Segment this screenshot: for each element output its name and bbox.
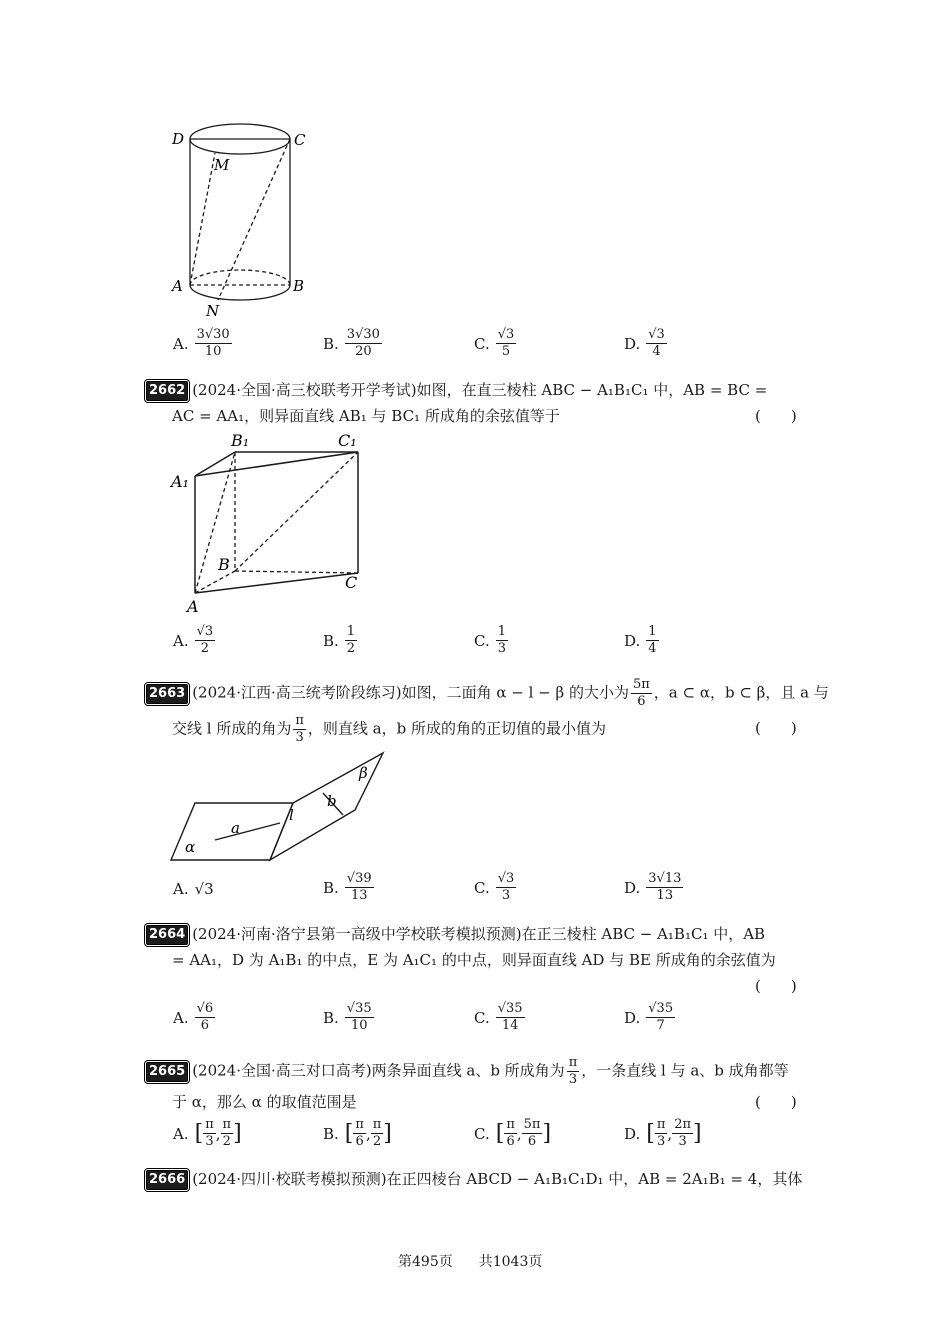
label-C: C: [294, 131, 306, 149]
q2663-option-d: D. $\frac{3√13}{13}$: [624, 871, 682, 903]
q2663-option-b: B. $\frac{√39}{13}$: [323, 871, 372, 903]
q2664-option-a: A. $\frac{√6}{6}$: [173, 1001, 214, 1033]
q2664-option-b: B. $\frac{√35}{10}$: [323, 1001, 372, 1033]
page-total: 共1043页: [478, 1254, 543, 1270]
q2665-answer-paren: ( ): [755, 1093, 797, 1111]
cylinder-figure: [160, 118, 320, 323]
prism-figure: [165, 428, 375, 618]
question-number: 2662: [146, 381, 188, 401]
label-alpha: α: [185, 838, 196, 856]
label-D: D: [172, 130, 185, 148]
q2663-option-c: C. $\frac{√3}{3}$: [474, 871, 515, 903]
q2663-line2: 交线 l 所成的角为 $\frac{\pi}{3}$ ，则直线 a，b 所成的角的正切值的最小值为: [172, 713, 606, 745]
q2663-option-a: A. √3: [173, 880, 214, 898]
label-a: a: [231, 819, 240, 837]
question-number: 2664: [146, 925, 188, 945]
label-C1: C₁: [338, 431, 357, 450]
q2664-answer-paren: ( ): [755, 977, 797, 995]
q2661-option-d: D. $\frac{√3}{4}$: [624, 327, 665, 359]
q2662-option-d: D. $\frac{1}{4}$: [624, 624, 657, 656]
question-number: 2665: [146, 1062, 188, 1082]
label-N: N: [206, 302, 220, 320]
label-B1: B₁: [231, 431, 250, 450]
page-footer: [398, 1253, 542, 1271]
question-number: 2663: [146, 684, 188, 704]
q2665-line1: 2665 (2024·全国·高三对口高考)两条异面直线 a、b 所成角为 $\frac{\pi}{3}$ ，一条直线 l 与 a、b 成角都等: [146, 1056, 789, 1087]
q2664-line1: 2664 (2024·河南·洛宁县第一高级中学校联考模拟预测)在正三棱柱 ABC − A₁B₁C₁ 中，AB: [146, 924, 765, 945]
question-number: 2666: [146, 1170, 188, 1190]
q2663-line1: 2663 (2024·江西·高三统考阶段练习)如图，二面角 α − l − β 的大小为 $\frac{5\pi}{6}$ ，a ⊂ α，b ⊂ β，且 a 与: [146, 678, 829, 704]
q2661-option-b: B. $\frac{3√30}{20}$: [323, 327, 380, 359]
label-A: A: [187, 597, 199, 616]
q2666-line1: 2666 (2024·四川·校联考模拟预测)在正四棱台 ABCD − A₁B₁C₁D₁ 中，AB = 2A₁B₁ = 4，其体: [146, 1169, 802, 1190]
label-b: b: [327, 792, 337, 810]
q2664-option-c: C. $\frac{√35}{14}$: [474, 1001, 523, 1033]
page-number: 第495页: [398, 1254, 453, 1270]
q2665-option-a: A. [ $\frac{\pi}{3}$ , $\frac{\pi}{2}$ ]: [173, 1117, 242, 1149]
q2662-line2: AC = AA₁，则异面直线 AB₁ 与 BC₁ 所成角的余弦值等于: [172, 407, 560, 425]
label-l: l: [289, 806, 294, 824]
q2662-line1: 2662 (2024·全国·高三校联考开学考试)如图，在直三棱柱 ABC − A₁B₁C₁ 中，AB = BC =: [146, 380, 767, 401]
q2662-answer-paren: ( ): [755, 407, 797, 425]
label-B: B: [293, 277, 305, 295]
q2665-option-c: C. [ $\frac{\pi}{6}$ , $\frac{5\pi}{6}$ ]: [474, 1117, 552, 1149]
q2662-option-b: B. $\frac{1}{2}$: [323, 624, 356, 656]
q2662-option-a: A. $\frac{√3}{2}$: [173, 624, 214, 656]
q2664-option-d: D. $\frac{√35}{7}$: [624, 1001, 674, 1033]
dihedral-angle-figure: [165, 748, 395, 866]
label-B: B: [218, 555, 230, 574]
q2664-line2: = AA₁，D 为 A₁B₁ 的中点，E 为 A₁C₁ 的中点，则异面直线 AD 与 BE 所成角的余弦值为: [172, 951, 776, 969]
label-C: C: [345, 573, 358, 592]
q2665-line2: 于 α，那么 α 的取值范围是: [172, 1093, 357, 1111]
label-M: M: [214, 156, 230, 174]
q2665-option-b: B. [ $\frac{\pi}{6}$ , $\frac{\pi}{2}$ ]: [323, 1117, 392, 1149]
q2662-option-c: C. $\frac{1}{3}$: [474, 624, 506, 656]
q2665-option-d: D. [ $\frac{\pi}{3}$ , $\frac{2\pi}{3}$ ]: [624, 1117, 702, 1149]
q2661-option-c: C. $\frac{√3}{5}$: [474, 327, 515, 359]
label-beta: β: [359, 764, 368, 782]
q2663-answer-paren: ( ): [755, 719, 797, 737]
label-A1: A₁: [171, 472, 189, 491]
q2661-option-a: A. $\frac{3√30}{10}$: [173, 327, 230, 359]
label-A: A: [172, 277, 183, 295]
